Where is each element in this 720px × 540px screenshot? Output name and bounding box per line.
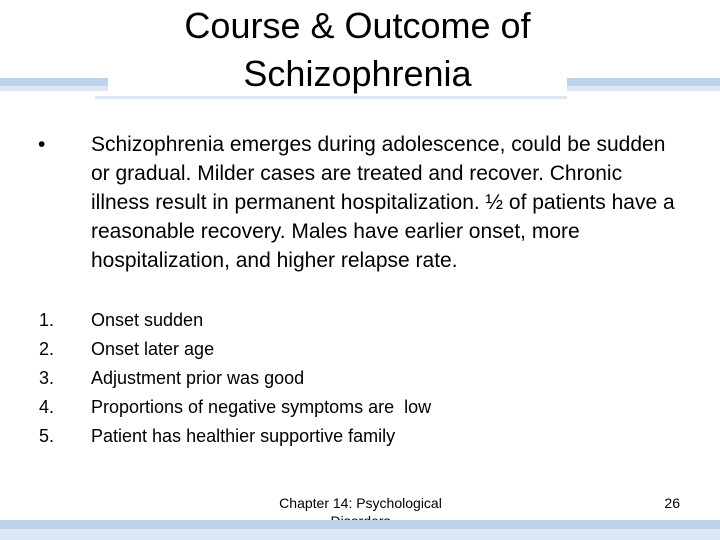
- list-number: 4.: [39, 397, 55, 417]
- numbered-list: [0, 306, 720, 451]
- title-line-2: Schizophrenia: [243, 53, 472, 94]
- list-number: 1.: [39, 310, 55, 330]
- list-item-text: Patient has healthier supportive family: [91, 426, 396, 446]
- list-number: 3.: [39, 368, 55, 388]
- bullet-marker: •: [38, 133, 46, 156]
- title-line-1: Course & Outcome of: [184, 5, 531, 46]
- footer-line-1: Chapter 14: Psychological: [279, 495, 442, 511]
- list-item: [0, 422, 720, 451]
- list-number: 2.: [39, 339, 55, 359]
- bullet-text: Schizophrenia emerges during adolescence, could be sudden or gradual. Milder cases are treated and recover. Chronic illness result in permanent hospitalization. ½ of patients have a reasonable recovery. Males have earlier onset, more hospitalization, and higher relapse rate.: [91, 133, 675, 272]
- decorative-bar-bottom-light: [0, 529, 720, 540]
- decorative-bar-left: [0, 78, 108, 86]
- decorative-bar-bottom: [0, 520, 720, 529]
- list-item-text: Onset sudden: [91, 310, 204, 330]
- list-item: [0, 364, 720, 393]
- decorative-bar-left-light: [0, 86, 108, 91]
- list-item: [0, 335, 720, 364]
- list-item: [0, 306, 720, 335]
- page-number: 26: [664, 495, 680, 511]
- slide-title: [110, 2, 605, 98]
- list-number: 5.: [39, 426, 55, 446]
- list-item: [0, 393, 720, 422]
- list-item-text: Onset later age: [91, 339, 215, 359]
- list-item-text: Adjustment prior was good: [91, 368, 305, 388]
- list-item-text: Proportions of negative symptoms are low: [91, 397, 432, 417]
